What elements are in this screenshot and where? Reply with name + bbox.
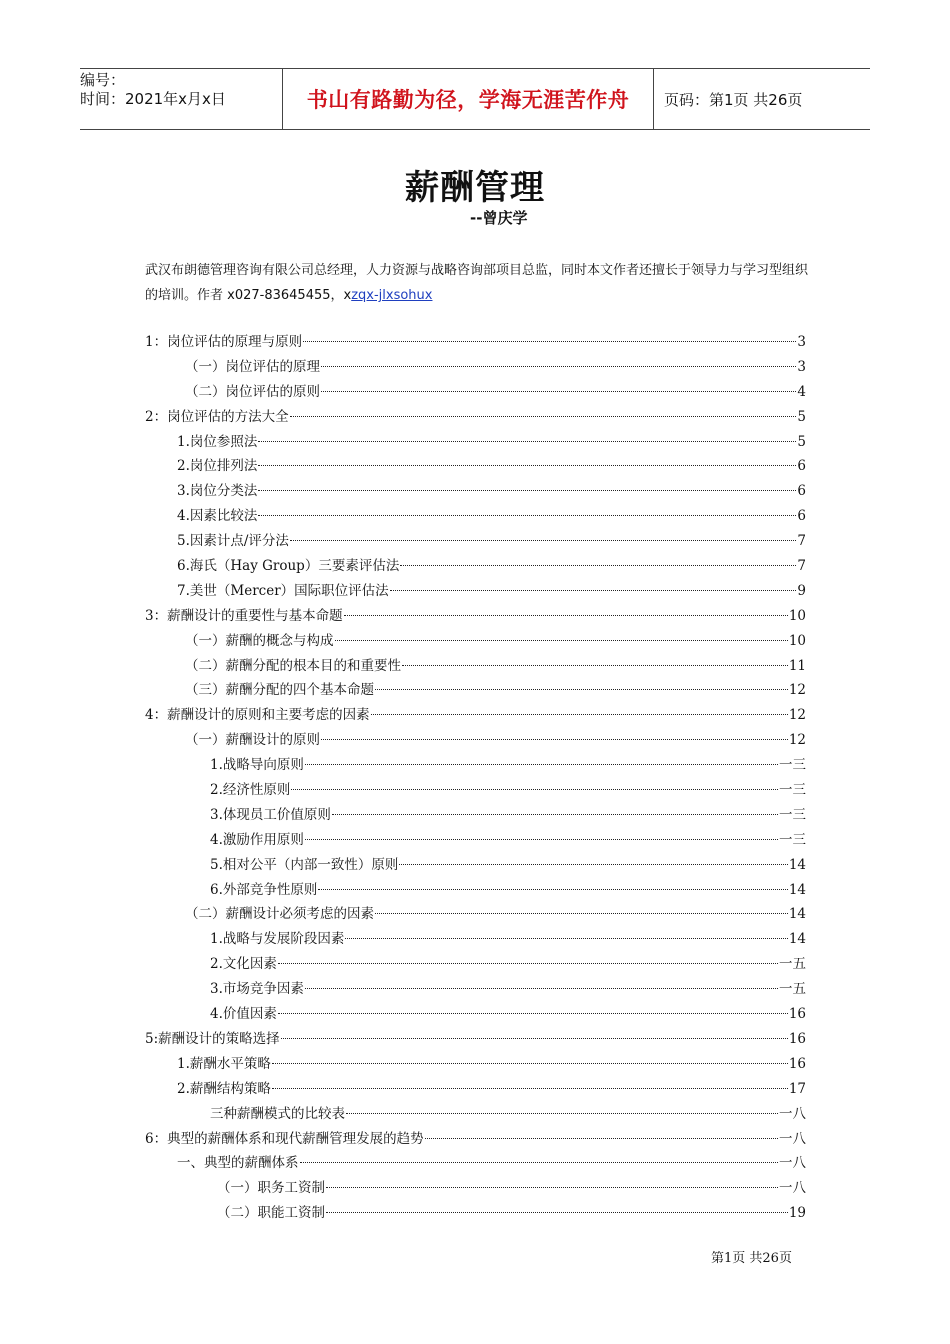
toc-entry[interactable] (145, 405, 806, 430)
toc-entry-label: 3.市场竞争因素 (210, 981, 304, 998)
toc-entry-page: 11 (788, 657, 806, 674)
toc-dot-leader (332, 814, 778, 815)
toc-dot-leader (258, 465, 796, 466)
toc-dot-leader (300, 1162, 779, 1163)
toc-dot-leader (290, 540, 796, 541)
toc-entry-page: 一三 (779, 831, 806, 848)
toc-entry-page: 3 (797, 358, 806, 375)
toc-entry-label: 1.岗位参照法 (177, 433, 258, 450)
document-time: 时间：2021年x月x日 (80, 90, 226, 108)
intro-text: 武汉布朗德管理咨询有限公司总经理，人力资源与战略咨询部项目总监，同时本文作者还擅长于领导力与学习型组织的培训。作者 (145, 263, 809, 303)
toc-entry-label: 2.薪酬结构策略 (177, 1080, 271, 1097)
toc-dot-leader (290, 416, 797, 417)
toc-entry[interactable] (145, 504, 806, 529)
toc-dot-leader (258, 515, 796, 516)
toc-entry-page: 14 (788, 931, 806, 948)
page-header (80, 68, 870, 130)
toc-entry[interactable] (145, 1052, 806, 1077)
toc-entry-label: 4：薪酬设计的原则和主要考虑的因素 (145, 707, 370, 724)
toc-entry-page: 6 (797, 483, 806, 500)
toc-entry-label: （三）薪酬分配的四个基本命题 (185, 682, 374, 699)
toc-entry[interactable] (145, 604, 806, 629)
page-footer: 第1页 共26页 (711, 1251, 792, 1266)
toc-entry-label: 2.岗位排列法 (177, 458, 258, 475)
toc-entry-page: 12 (788, 732, 806, 749)
toc-entry-page: 5 (797, 433, 806, 450)
toc-dot-leader (258, 441, 796, 442)
toc-entry[interactable] (145, 927, 806, 952)
toc-entry[interactable] (145, 902, 806, 927)
toc-entry-page: 一八 (779, 1155, 806, 1172)
toc-dot-leader (375, 913, 788, 914)
toc-entry-page: 10 (788, 632, 806, 649)
toc-entry-page: 一五 (779, 981, 806, 998)
toc-entry-page: 3 (797, 334, 806, 350)
toc-entry[interactable] (145, 380, 806, 405)
toc-entry-label: （二）薪酬设计必须考虑的因素 (185, 906, 374, 923)
toc-entry[interactable] (145, 1201, 806, 1226)
toc-dot-leader (390, 590, 797, 591)
toc-entry-page: 6 (797, 458, 806, 475)
toc-dot-leader (321, 366, 796, 367)
document-author: --曾庆学 (470, 209, 528, 227)
toc-entry-page: 12 (788, 707, 806, 724)
toc-entry-label: 2.文化因素 (210, 956, 277, 973)
header-motto: 书山有路勤为径，学海无涯苦作舟 (282, 69, 654, 129)
toc-dot-leader (272, 1063, 788, 1064)
toc-entry-page: 一八 (779, 1130, 806, 1147)
toc-entry-page: 一五 (779, 956, 806, 973)
intro-link[interactable]: zqx-jlxsohux (351, 288, 433, 303)
toc-entry[interactable] (145, 878, 806, 903)
toc-entry[interactable] (145, 330, 806, 355)
toc-entry[interactable] (145, 355, 806, 380)
toc-entry-label: 6.海氏（Hay Group）三要素评估法 (177, 558, 400, 575)
toc-dot-leader (318, 889, 787, 890)
toc-entry-label: 5.因素计点/评分法 (177, 533, 289, 550)
toc-dot-leader (344, 615, 788, 616)
toc-dot-leader (272, 1088, 788, 1089)
toc-entry[interactable] (145, 1077, 806, 1102)
toc-entry[interactable] (145, 703, 806, 728)
toc-entry-label: 1.战略与发展阶段因素 (210, 931, 345, 948)
toc-entry-label: 3.体现员工价值原则 (210, 806, 331, 823)
toc-entry-page: 一八 (779, 1180, 806, 1197)
toc-entry-page: 19 (788, 1205, 806, 1222)
toc-entry-page: 4 (797, 383, 806, 400)
toc-entry-page: 7 (797, 533, 806, 550)
toc-dot-leader (326, 1212, 788, 1213)
toc-entry-label: 5.相对公平（内部一致性）原则 (210, 856, 399, 873)
toc-entry-label: 3：薪酬设计的重要性与基本命题 (145, 607, 343, 624)
toc-entry-label: （一）薪酬设计的原则 (185, 732, 320, 749)
toc-entry-label: 6：典型的薪酬体系和现代薪酬管理发展的趋势 (145, 1130, 424, 1147)
toc-dot-leader (400, 565, 796, 566)
toc-entry-label: （二）职能工资制 (217, 1205, 325, 1222)
toc-entry[interactable] (145, 1176, 806, 1201)
toc-entry[interactable] (145, 1151, 806, 1176)
toc-entry-page: 一八 (779, 1105, 806, 1122)
toc-dot-leader (399, 864, 787, 865)
toc-dot-leader (346, 1113, 778, 1114)
toc-dot-leader (258, 490, 796, 491)
toc-entry-page: 10 (788, 607, 806, 624)
toc-entry[interactable] (145, 1102, 806, 1127)
toc-entry-page: 一三 (779, 782, 806, 799)
toc-entry-label: （一）薪酬的概念与构成 (185, 632, 334, 649)
toc-entry-page: 14 (788, 856, 806, 873)
toc-entry[interactable] (145, 629, 806, 654)
toc-entry[interactable] (145, 430, 806, 455)
toc-entry[interactable] (145, 778, 806, 803)
document-title: 薪酬管理 (405, 168, 545, 208)
toc-entry[interactable] (145, 579, 806, 604)
toc-dot-leader (425, 1138, 778, 1139)
toc-entry[interactable] (145, 554, 806, 579)
toc-dot-leader (281, 1038, 788, 1039)
toc-entry-page: 14 (788, 906, 806, 923)
toc-entry-label: （一）职务工资制 (217, 1180, 325, 1197)
toc-dot-leader (305, 764, 778, 765)
toc-dot-leader (305, 839, 778, 840)
toc-entry[interactable] (145, 1002, 806, 1027)
toc-entry-label: 1.战略导向原则 (210, 757, 304, 774)
toc-entry-page: 16 (788, 1006, 806, 1023)
toc-entry-label: 3.岗位分类法 (177, 483, 258, 500)
toc-entry-page: 7 (797, 558, 806, 575)
toc-entry[interactable] (145, 803, 806, 828)
toc-entry[interactable] (145, 454, 806, 479)
toc-dot-leader (321, 391, 796, 392)
toc-entry[interactable] (145, 1127, 806, 1152)
toc-dot-leader (335, 640, 788, 641)
toc-dot-leader (291, 789, 778, 790)
toc-entry-page: 16 (788, 1030, 806, 1047)
toc-entry[interactable] (145, 654, 806, 679)
toc-entry-label: 7.美世（Mercer）国际职位评估法 (177, 582, 389, 599)
table-of-contents (145, 330, 806, 1226)
toc-entry-label: 1：岗位评估的原理与原则 (145, 334, 303, 350)
toc-entry-label: 三种薪酬模式的比较表 (210, 1105, 345, 1122)
toc-entry-page: 5 (797, 408, 806, 425)
toc-entry[interactable] (145, 1027, 806, 1052)
toc-entry-label: 5:薪酬设计的策略选择 (145, 1030, 280, 1047)
toc-entry[interactable] (145, 753, 806, 778)
toc-entry-label: 4.因素比较法 (177, 508, 258, 525)
toc-entry-page: 一三 (779, 757, 806, 774)
toc-entry[interactable] (145, 479, 806, 504)
toc-dot-leader (278, 1013, 788, 1014)
author-intro (145, 258, 815, 308)
toc-entry-page: 6 (797, 508, 806, 525)
document-number: 编号： (80, 71, 126, 89)
header-page-info: 页码：第1页 共26页 (664, 90, 803, 109)
toc-entry[interactable] (145, 529, 806, 554)
toc-dot-leader (278, 963, 778, 964)
toc-dot-leader (326, 1187, 778, 1188)
toc-entry-page: 16 (788, 1055, 806, 1072)
toc-entry[interactable] (145, 678, 806, 703)
toc-entry-label: 一、典型的薪酬体系 (177, 1155, 299, 1172)
toc-entry-label: （二）薪酬分配的根本目的和重要性 (185, 657, 401, 674)
toc-entry-label: 4.价值因素 (210, 1006, 277, 1023)
toc-entry-label: （二）岗位评估的原则 (185, 383, 320, 400)
toc-entry-label: （一）岗位评估的原理 (185, 358, 320, 375)
toc-entry-label: 4.激励作用原则 (210, 831, 304, 848)
toc-dot-leader (303, 341, 796, 342)
toc-dot-leader (305, 988, 778, 989)
toc-dot-leader (375, 689, 788, 690)
toc-dot-leader (402, 665, 788, 666)
toc-entry-label: 6.外部竞争性原则 (210, 881, 318, 898)
toc-entry-page: 12 (788, 682, 806, 699)
toc-entry-label: 1.薪酬水平策略 (177, 1055, 271, 1072)
toc-entry[interactable] (145, 977, 806, 1002)
toc-entry-page: 一三 (779, 806, 806, 823)
toc-entry-label: 2：岗位评估的方法大全 (145, 408, 289, 425)
toc-entry[interactable] (145, 828, 806, 853)
toc-dot-leader (321, 739, 788, 740)
intro-phone: x027-83645455，x (227, 288, 352, 303)
toc-entry[interactable] (145, 728, 806, 753)
toc-dot-leader (345, 938, 787, 939)
toc-entry[interactable] (145, 952, 806, 977)
header-meta (80, 69, 282, 129)
toc-entry-page: 17 (788, 1080, 806, 1097)
toc-entry-page: 14 (788, 881, 806, 898)
toc-entry[interactable] (145, 853, 806, 878)
toc-entry-label: 2.经济性原则 (210, 782, 291, 799)
toc-entry-page: 9 (797, 582, 806, 599)
toc-dot-leader (371, 714, 788, 715)
